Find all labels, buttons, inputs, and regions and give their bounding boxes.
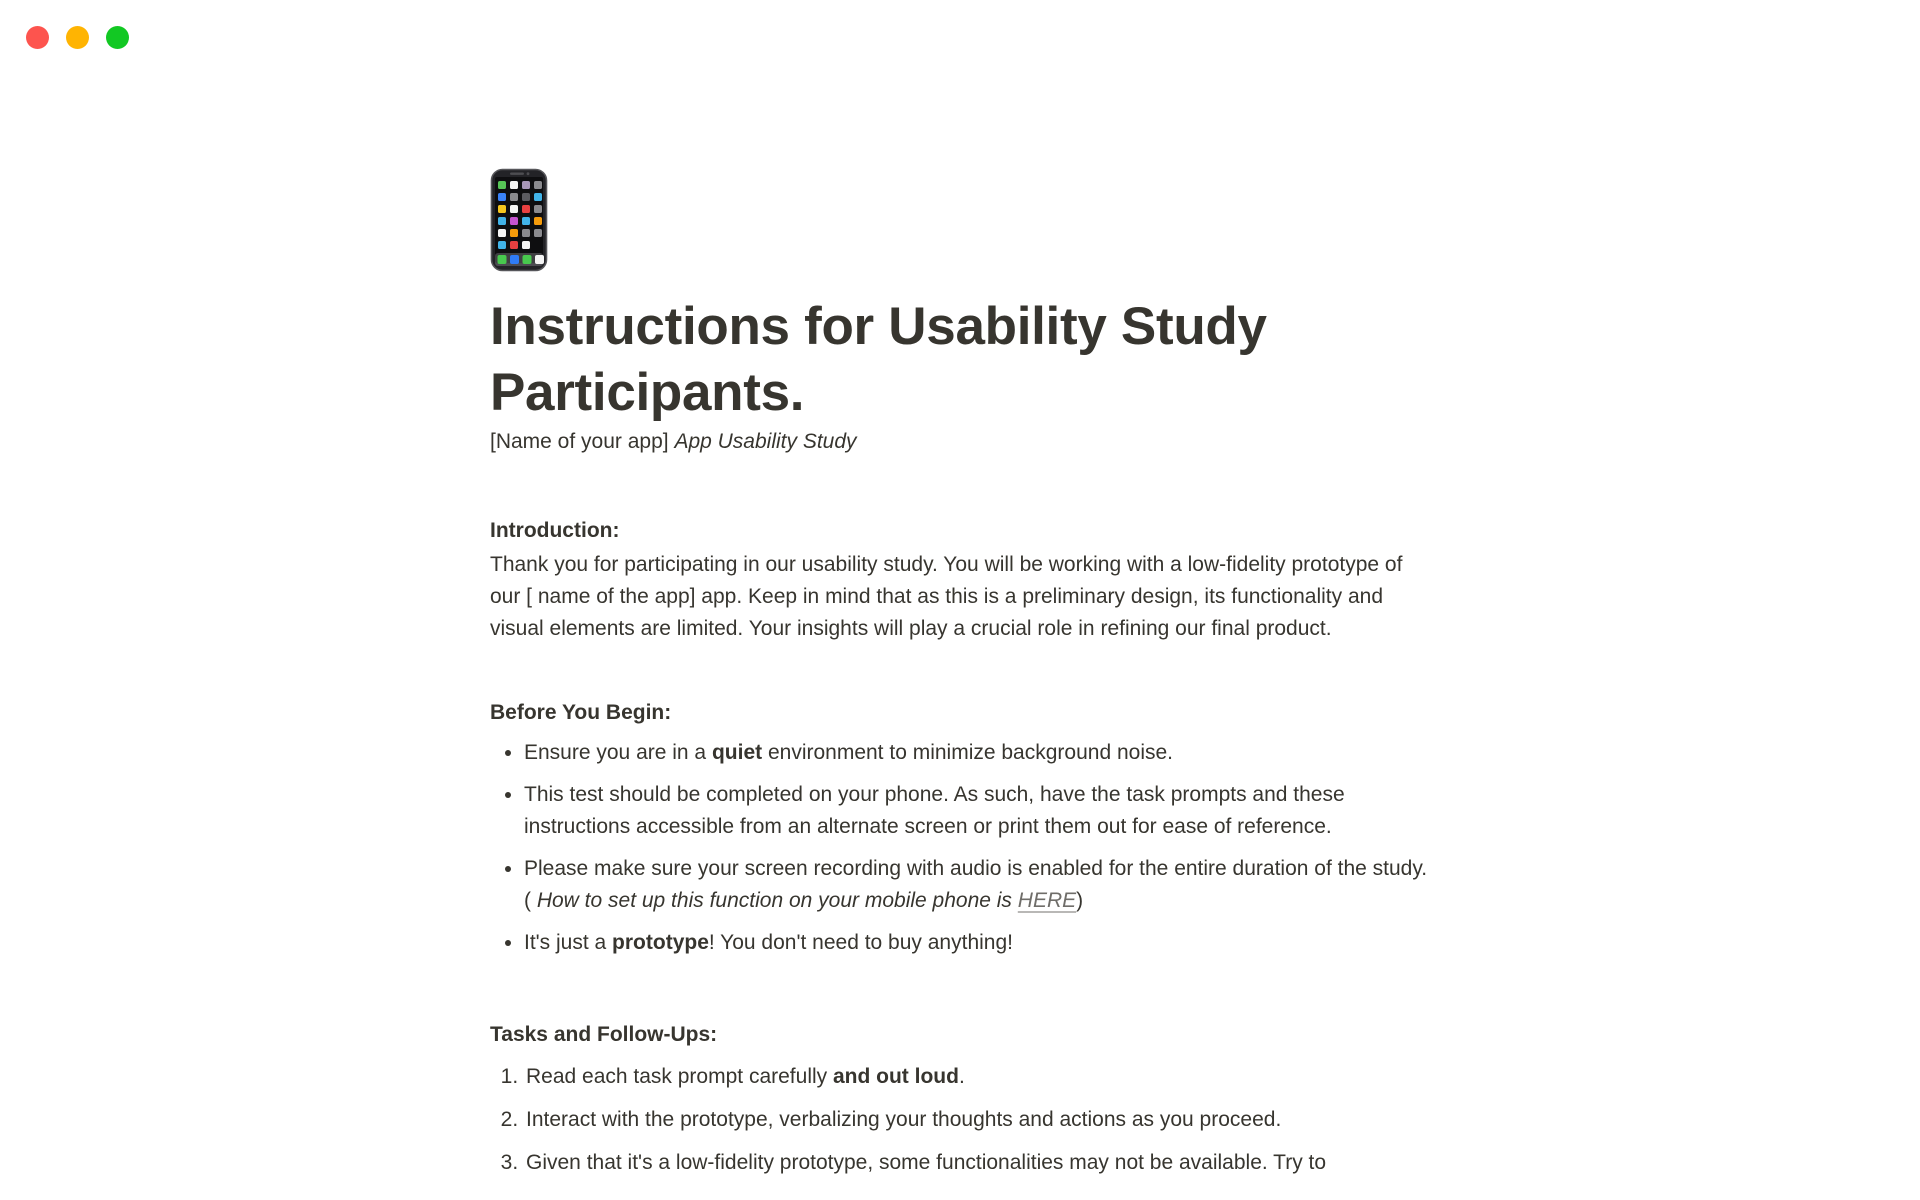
close-button[interactable] bbox=[26, 26, 49, 49]
subtitle-italic: App Usability Study bbox=[674, 430, 857, 453]
section-heading-tasks: Tasks and Follow-Ups: bbox=[490, 1023, 718, 1046]
numbered-item: 3. Given that it's a low-fidelity prototype, some functionalities may not be available. Try to bbox=[524, 1147, 1430, 1179]
here-link[interactable]: HERE bbox=[1017, 889, 1077, 912]
before-you-begin-list bbox=[490, 737, 1430, 959]
list-item: • Please make sure your screen recording with audio is enabled for the entire duration of the study. ( How to set up this function on your mobile phone is HERE) bbox=[524, 853, 1430, 917]
window-controls bbox=[26, 26, 129, 49]
page-subtitle bbox=[490, 426, 1430, 458]
numbered-item: 1. Read each task prompt carefully and out loud. bbox=[524, 1061, 1430, 1093]
numbered-item: 2. Interact with the prototype, verbalizing your thoughts and actions as you proceed. bbox=[524, 1104, 1430, 1136]
section-heading-introduction: Introduction: bbox=[490, 519, 620, 542]
mobile-phone-icon[interactable] bbox=[490, 168, 548, 272]
list-item: • It's just a prototype! You don't need to buy anything! bbox=[524, 927, 1430, 959]
list-item: • This test should be completed on your phone. As such, have the task prompts and these instructions accessible from an alternate screen or print them out for ease of reference. bbox=[524, 779, 1430, 843]
list-item: • Ensure you are in a quiet environment to minimize background noise. bbox=[524, 737, 1430, 769]
introduction-paragraph: Thank you for participating in our usability study. You will be working with a low-fidelity prototype of our [ name of the app] app. Keep in mind that as this is a preliminary design, its functionality and visual elements are limited. Your insights will play a crucial role in refining our final product. bbox=[490, 553, 1403, 640]
section-heading-before-you-begin: Before You Begin: bbox=[490, 701, 672, 724]
minimize-button[interactable] bbox=[66, 26, 89, 49]
page-title: Instructions for Usability Study Participants. bbox=[490, 297, 1267, 422]
empty-block bbox=[490, 969, 1430, 1019]
empty-block bbox=[490, 458, 1430, 515]
empty-block bbox=[490, 645, 1430, 697]
subtitle-plain: [Name of your app] bbox=[490, 430, 675, 453]
zoom-button[interactable] bbox=[106, 26, 129, 49]
tasks-list bbox=[490, 1061, 1430, 1179]
document-page bbox=[490, 0, 1430, 1179]
